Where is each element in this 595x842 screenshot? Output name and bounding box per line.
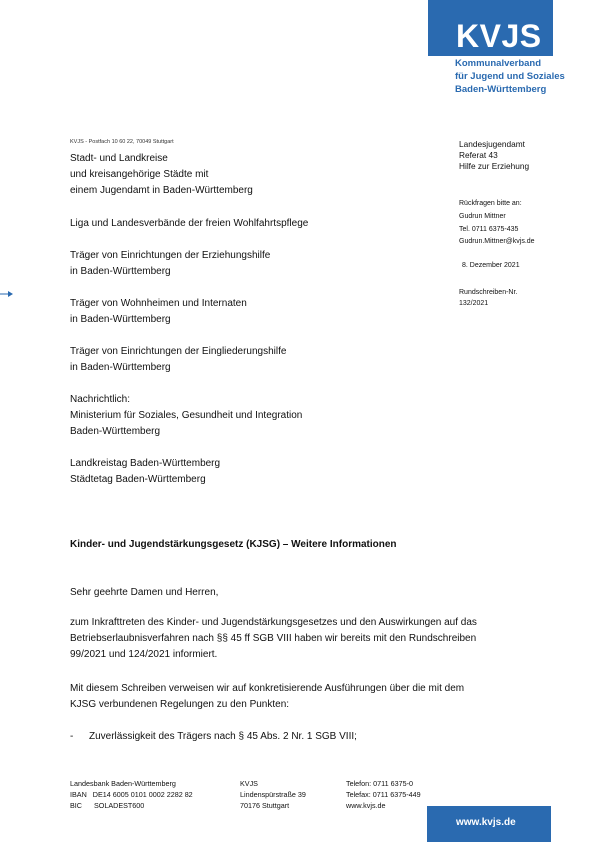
logo-text: KVJS bbox=[456, 18, 542, 54]
recipient-block-2 bbox=[70, 216, 308, 232]
footer-address bbox=[240, 778, 306, 811]
footer-line: BIC SOLADEST600 bbox=[70, 801, 145, 810]
sidebar-dept bbox=[459, 139, 529, 172]
recipient-block-1 bbox=[70, 151, 253, 199]
circular-number: 132/2021 bbox=[459, 300, 489, 307]
footer-line: 70176 Stuttgart bbox=[240, 801, 290, 810]
recipient-block-7 bbox=[70, 456, 220, 488]
bullet-dash: - bbox=[70, 731, 74, 742]
recipient-block-3 bbox=[70, 248, 270, 280]
circular-label: Rundschreiben-Nr. bbox=[459, 289, 518, 296]
dept-line: Landesjugendamt bbox=[459, 139, 525, 149]
recipient-line: Nachrichtlich: bbox=[70, 394, 131, 405]
sender-line: KVJS - Postfach 10 60 22, 70049 Stuttgart bbox=[70, 139, 174, 145]
footer-line: Telefax: 0711 6375-449 bbox=[346, 790, 421, 799]
contact-label: Rückfragen bitte an: bbox=[459, 200, 522, 207]
salutation: Sehr geehrte Damen und Herren, bbox=[70, 587, 219, 598]
contact-email: Gudrun.Mittner@kvjs.de bbox=[459, 238, 535, 245]
recipient-line: Baden-Württemberg bbox=[70, 426, 161, 437]
paragraph-line: Mit diesem Schreiben verweisen wir auf konkretisierende Ausführungen über die mit dem bbox=[70, 683, 465, 694]
letter-date: 8. Dezember 2021 bbox=[462, 262, 520, 269]
footer-website[interactable]: www.kvjs.de bbox=[346, 801, 386, 810]
footer-line: KVJS bbox=[240, 779, 258, 788]
contact-name: Gudrun Mittner bbox=[459, 213, 506, 220]
subject-line: Kinder- und Jugendstärkungsgesetz (KJSG) – Weitere Informationen bbox=[70, 539, 397, 550]
paragraph-line: Betriebserlaubnisverfahren nach §§ 45 ff SGB VIII haben wir bereits mit den Rundschreiben bbox=[70, 633, 477, 644]
recipient-block-4 bbox=[70, 296, 247, 328]
recipient-line: Stadt- und Landkreise bbox=[70, 153, 168, 164]
recipient-line: einem Jugendamt in Baden-Württemberg bbox=[70, 185, 253, 196]
paragraph-1 bbox=[70, 615, 477, 663]
footer-bank bbox=[70, 778, 193, 811]
org-name-line-3: Baden-Württemberg bbox=[455, 84, 547, 95]
dept-line: Hilfe zur Erziehung bbox=[459, 161, 530, 171]
contact-tel: Tel. 0711 6375-435 bbox=[459, 226, 519, 233]
recipient-line: Träger von Wohnheimen und Internaten bbox=[70, 298, 247, 309]
recipient-line: Landkreistag Baden-Württemberg bbox=[70, 458, 221, 469]
recipient-block-cc bbox=[70, 392, 302, 440]
paragraph-line: KJSG verbundenen Regelungen zu den Punkten: bbox=[70, 699, 290, 710]
recipient-line: in Baden-Württemberg bbox=[70, 314, 171, 325]
paragraph-2 bbox=[70, 681, 464, 713]
recipient-line: Ministerium für Soziales, Gesundheit und Integration bbox=[70, 410, 303, 421]
recipient-line: in Baden-Württemberg bbox=[70, 266, 171, 277]
bullet-text: Zuverlässigkeit des Trägers nach § 45 Abs. 2 Nr. 1 SGB VIII; bbox=[89, 731, 357, 742]
recipient-line: Träger von Einrichtungen der Erziehungshilfe bbox=[70, 250, 271, 261]
recipient-block-5 bbox=[70, 344, 286, 376]
recipient-line: Träger von Einrichtungen der Eingliederungshilfe bbox=[70, 346, 287, 357]
footer-line: Telefon: 0711 6375-0 bbox=[346, 779, 414, 788]
fold-mark-arrow-icon bbox=[0, 289, 14, 299]
org-name-line-1: Kommunalverband bbox=[455, 58, 542, 69]
dept-line: Referat 43 bbox=[459, 150, 498, 160]
footer-line: Landesbank Baden-Württemberg bbox=[70, 779, 176, 788]
recipient-line: Städtetag Baden-Württemberg bbox=[70, 474, 206, 485]
paragraph-line: zum Inkrafttreten des Kinder- und Jugendstärkungsgesetzes und den Auswirkungen auf das bbox=[70, 617, 477, 628]
footer-line: IBAN DE14 6005 0101 0002 2282 82 bbox=[70, 790, 193, 799]
website-link[interactable]: www.kvjs.de bbox=[456, 817, 516, 828]
recipient-line: in Baden-Württemberg bbox=[70, 362, 171, 373]
recipient-line: und kreisangehörige Städte mit bbox=[70, 169, 209, 180]
footer-phone bbox=[346, 778, 421, 811]
recipient-line: Liga und Landesverbände der freien Wohlfahrtspflege bbox=[70, 218, 309, 229]
footer-line: Lindenspürstraße 39 bbox=[240, 790, 306, 799]
org-name-line-2: für Jugend und Soziales bbox=[455, 71, 565, 82]
paragraph-line: 99/2021 und 124/2021 informiert. bbox=[70, 649, 218, 660]
